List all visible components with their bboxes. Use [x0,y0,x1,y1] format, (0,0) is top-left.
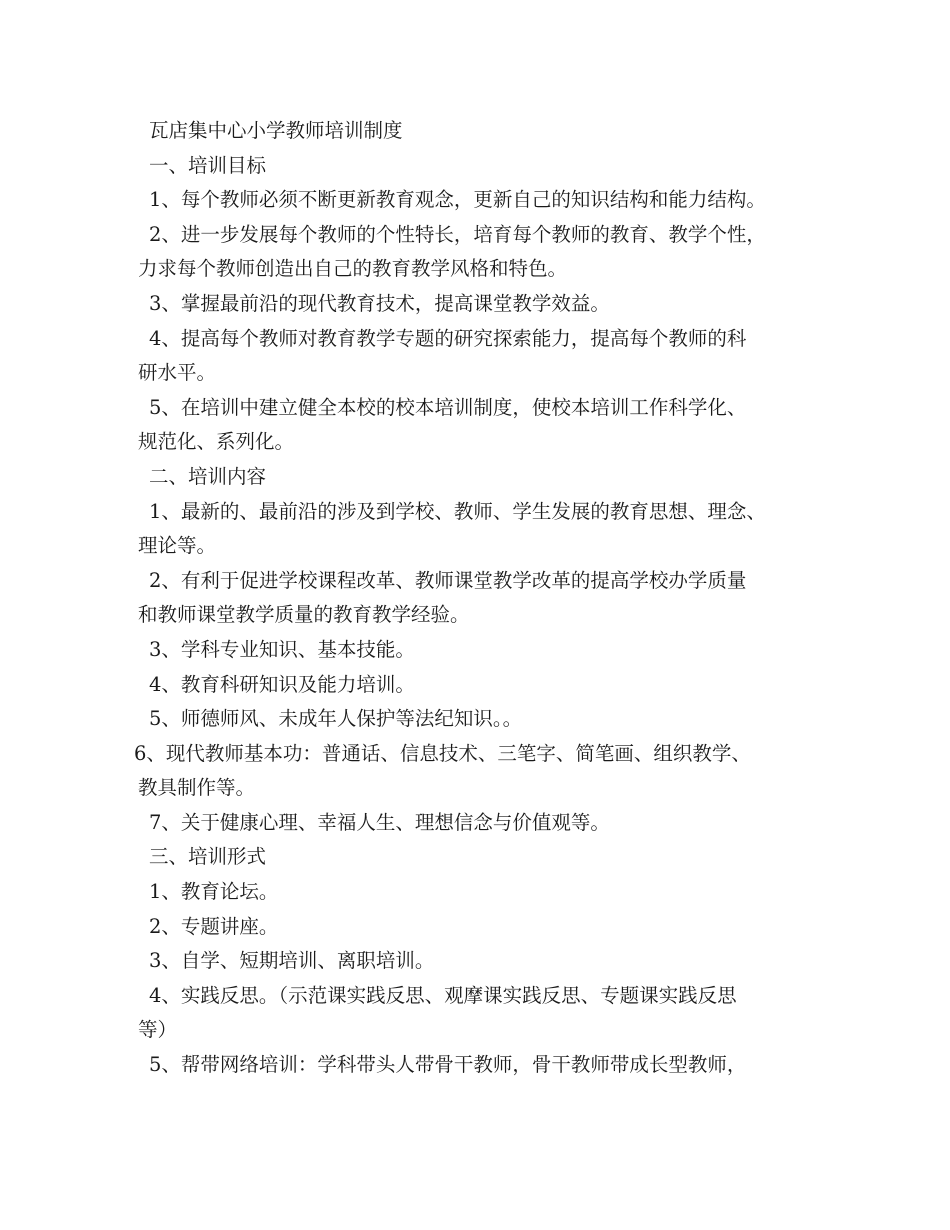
paragraph-line: 等） [138,1018,178,1042]
paragraph-line: 1、教育论坛。 [149,880,279,904]
paragraph-line: 4、实践反思。（示范课实践反思、观摩课实践反思、专题课实践反思 [149,983,737,1007]
paragraph-line: 规范化、系列化。 [138,430,295,454]
section-heading: 二、培训内容 [149,464,267,488]
paragraph-line: 4、提高每个教师对教育教学专题的研究探索能力，提高每个教师的科 [149,326,747,350]
paragraph-line: 7、关于健康心理、幸福人生、理想信念与价值观等。 [149,810,610,834]
paragraph-line: 研水平。 [138,361,217,385]
paragraph-line: 力求每个教师创造出自己的教育教学风格和特色。 [138,257,568,281]
section-heading: 一、培训目标 [149,153,267,177]
paragraph-line: 2、专题讲座。 [149,914,279,938]
paragraph-line: 6、现代教师基本功：普通话、信息技术、三笔字、简笔画、组织教学、 [134,741,751,765]
document-body [134,114,838,1083]
paragraph-line: 教具制作等。 [138,776,256,800]
paragraph-line: 2、进一步发展每个教师的个性特长，培育每个教师的教育、教学个性， [149,222,766,246]
paragraph-line: 3、掌握最前沿的现代教育技术，提高课堂教学效益。 [149,291,610,315]
paragraph-line: 理论等。 [138,534,217,558]
paragraph-line: 3、自学、短期培训、离职培训。 [149,949,435,973]
paragraph-line: 5、师德师风、未成年人保护等法纪知识。。 [149,707,523,731]
paragraph-line: 4、教育科研知识及能力培训。 [149,672,415,696]
document-title: 瓦店集中心小学教师培训制度 [149,119,403,142]
paragraph-line: 和教师课堂教学质量的教育教学经验。 [138,603,470,627]
paragraph-line: 3、学科专业知识、基本技能。 [149,637,415,661]
paragraph-line: 5、在培训中建立健全本校的校本培训制度，使校本培训工作科学化、 [149,395,747,419]
paragraph-line: 2、有利于促进学校课程改革、教师课堂教学改革的提高学校办学质量 [149,568,747,592]
paragraph-line: 1、最新的、最前沿的涉及到学校、教师、学生发展的教育思想、理念、 [149,499,766,523]
section-heading: 三、培训形式 [149,845,267,869]
paragraph-line: 1、每个教师必须不断更新教育观念，更新自己的知识结构和能力结构。 [149,188,766,212]
paragraph-line: 5、帮带网络培训：学科带头人带骨干教师，骨干教师带成长型教师， [149,1053,747,1077]
